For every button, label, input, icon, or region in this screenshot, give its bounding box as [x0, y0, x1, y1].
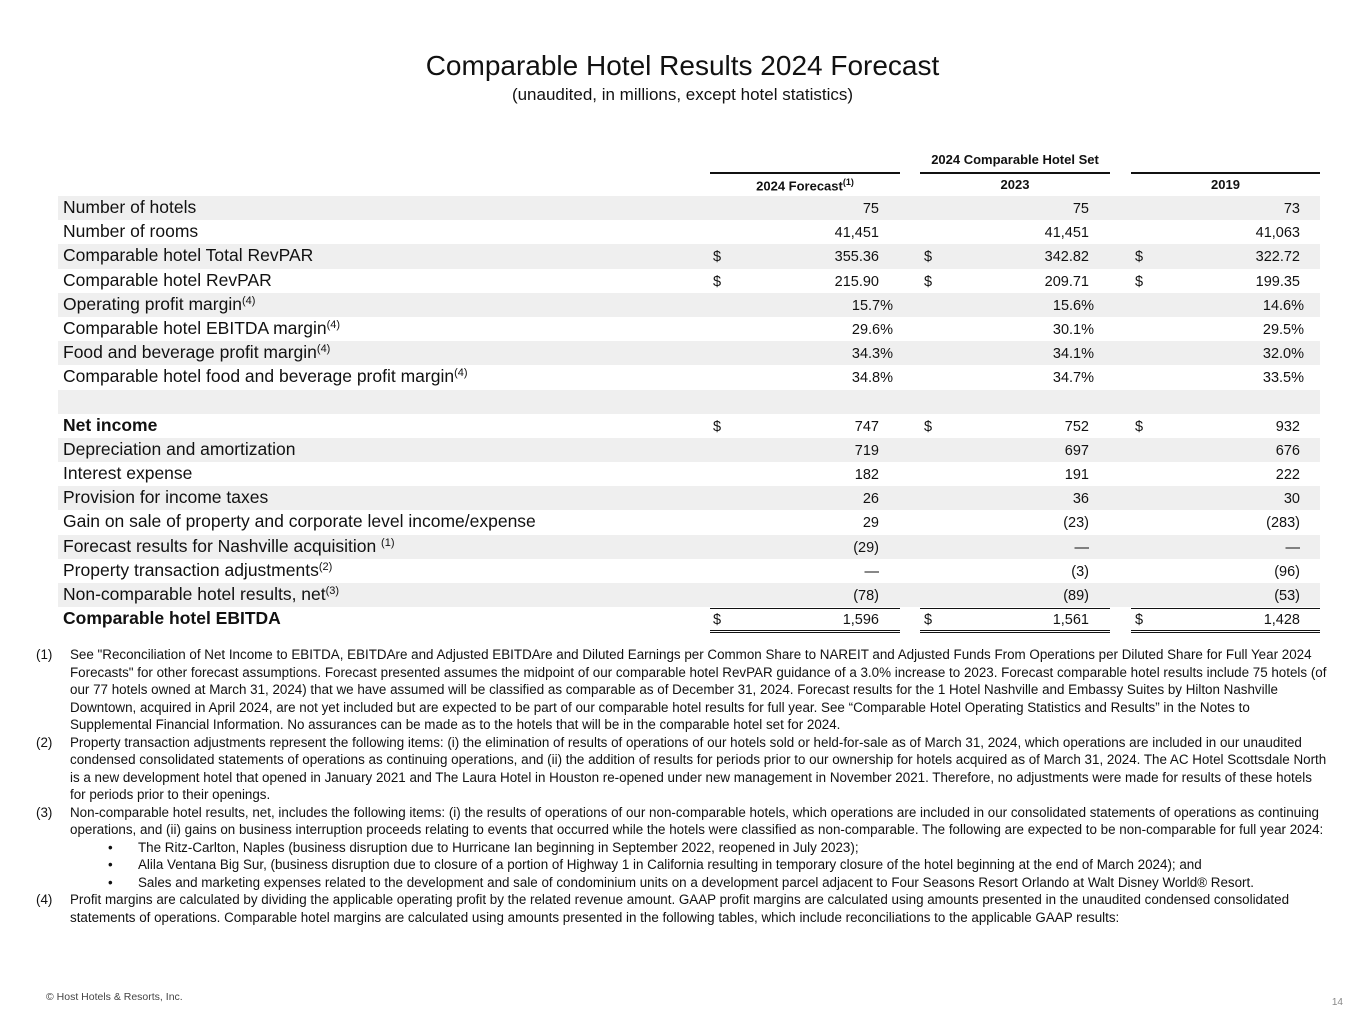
- total-rule-double: [710, 630, 900, 633]
- cell-value: 29.5%: [1262, 321, 1304, 338]
- cell-value: 215.90: [834, 273, 879, 290]
- table-row: [58, 438, 1320, 462]
- cell-value: 1,561: [1052, 612, 1089, 629]
- table-row: [58, 317, 1320, 341]
- footnote-number: (4): [36, 892, 53, 907]
- table-row: [58, 583, 1320, 607]
- cell-value: 33.5%: [1262, 370, 1304, 387]
- table-row: [58, 559, 1320, 583]
- cell-value: —: [1074, 539, 1089, 556]
- row-label: [63, 535, 395, 557]
- footnote: [36, 804, 1331, 892]
- row-label-text: Operating profit margin: [63, 293, 242, 314]
- row-label-text: Gain on sale of property and corporate level income/expense: [63, 511, 536, 532]
- row-label-footnote: (4): [316, 343, 331, 356]
- currency-symbol: $: [713, 612, 722, 629]
- total-rule-top: [1131, 608, 1320, 609]
- cell-value: (53): [1274, 588, 1300, 604]
- cell-value: 73: [1283, 201, 1300, 217]
- cell-value: 747: [854, 418, 879, 435]
- column-header-footnote: (1): [842, 177, 854, 187]
- table-row: [58, 486, 1320, 510]
- cell-value: 719: [854, 442, 879, 459]
- currency-symbol: $: [924, 249, 933, 266]
- cell-value: 342.82: [1044, 249, 1089, 266]
- cell-value: 1,596: [842, 612, 879, 629]
- cell-value: (283): [1266, 515, 1300, 532]
- page-subtitle: (unaudited, in millions, except hotel statistics): [511, 85, 854, 104]
- cell-value: 32.0%: [1262, 346, 1304, 363]
- currency-symbol: $: [924, 418, 933, 435]
- cell-value: 30: [1283, 491, 1300, 508]
- column-header-2024-forecast: [710, 172, 900, 196]
- cell-value: 75: [1072, 201, 1089, 217]
- row-label: [63, 486, 268, 508]
- currency-symbol: $: [713, 249, 722, 266]
- cell-value: 34.3%: [851, 346, 893, 363]
- row-label: [63, 607, 281, 629]
- row-label: [63, 510, 536, 532]
- table-row: [58, 269, 1320, 293]
- table-row: [58, 414, 1320, 438]
- row-label-text: Provision for income taxes: [63, 487, 269, 508]
- row-label: [63, 244, 313, 266]
- row-label: [63, 559, 332, 581]
- currency-symbol: $: [924, 273, 933, 290]
- row-label-text: Depreciation and amortization: [63, 438, 296, 459]
- footnote-bullet: • The Ritz-Carlton, Naples (business disruption due to Hurricane Ian beginning in September 2022, reopened in July 2023);: [108, 839, 1331, 857]
- row-label: [63, 220, 198, 242]
- column-header-label: 2019: [1211, 177, 1240, 192]
- cell-value: 355.36: [834, 249, 879, 266]
- cell-value: 222: [1275, 467, 1300, 484]
- column-header-label: 2023: [1000, 177, 1030, 192]
- footnote-number: (2): [36, 734, 53, 750]
- cell-value: (29): [853, 539, 879, 556]
- table-row: [58, 220, 1320, 244]
- row-label-text: Comparable hotel Total RevPAR: [63, 245, 314, 266]
- table-row: [58, 244, 1320, 268]
- table-row: [58, 462, 1320, 486]
- cell-value: 752: [1064, 418, 1089, 435]
- cell-value: (3): [1071, 563, 1089, 580]
- row-label: [63, 583, 339, 605]
- cell-value: 15.6%: [1052, 297, 1094, 314]
- footnote-text: Property transaction adjustments represent the following items: (i) the elimination of results of operations of our hotels sold or held-for-sale as of March 31, 2024, which operations are included in our unaudited condensed consolidated statements of operations as continuing operations, and (ii) the addition of results for periods prior to our ownership for hotels acquired as of March 31, 2024. The AC Hotel Scottsdale North is a new development hotel that opened in January 2021 and The Laura Hotel in Houston re-opened under new management in November 2021. Therefore, no adjustments were made for results of these hotels for periods prior to their openings.: [70, 734, 1327, 802]
- row-label-text: Comparable hotel food and beverage profit margin: [63, 366, 455, 387]
- cell-value: 199.35: [1255, 273, 1300, 290]
- cell-value: 676: [1275, 442, 1300, 459]
- row-label-footnote: (4): [241, 294, 256, 307]
- cell-value: (96): [1274, 563, 1300, 580]
- row-label-text: Property transaction adjustments: [63, 559, 319, 580]
- cell-value: 29.6%: [851, 321, 893, 338]
- cell-value: 30.1%: [1052, 321, 1094, 338]
- cell-value: 191: [1064, 467, 1089, 484]
- row-label-text: Comparable hotel EBITDA: [63, 608, 281, 629]
- footnote-text: See "Reconciliation of Net Income to EBITDA, EBITDAre and Adjusted EBITDAre and Diluted Earnings per Common Share to NAREIT and Adjusted Funds From Operations per Diluted Share for Full Year 2024 Forecasts" for other forecast assumptions. Forecast presented assumes the midpoint of our comparable hotel RevPAR guidance of a 3.0% increase to 2023. Forecast comparable hotel results include 75 hotels (of our 77 hotels owned at March 31, 2024) that we have assumed will be classified as comparable as of December 31, 2024. Forecast results for the 1 Hotel Nashville and Embassy Suites by Hilton Nashville Downtown, acquired in April 2024, are not yet included but are expected to be part of our comparable hotel results for full year. See “Comparable Hotel Operating Statistics and Results” in the Notes to Supplemental Financial Information. No assurances can be made as to the hotels that will be in the comparable hotel set for 2024.: [70, 647, 1327, 732]
- cell-value: 34.1%: [1052, 346, 1094, 363]
- cell-value: (23): [1063, 515, 1089, 532]
- currency-symbol: $: [1135, 418, 1144, 435]
- copyright-footer: © Host Hotels & Resorts, Inc.: [46, 991, 183, 1003]
- row-label-text: Comparable hotel EBITDA margin: [63, 317, 327, 338]
- cell-value: 932: [1275, 418, 1300, 435]
- footnote-text: Profit margins are calculated by dividing the applicable operating profit by the related revenue amount. GAAP profit margins are calculated using amounts presented in the unaudited condensed consolidated statements of operations. Comparable hotel margins are calculated using amounts presented in the following tables, which include reconciliations to the applicable GAAP results:: [70, 892, 1290, 925]
- footnote-bullet: • Alila Ventana Big Sur, (business disruption due to closure of a portion of Highway 1 in California resulting in temporary closure of the hotel beginning at the end of March 2024); and: [108, 856, 1331, 874]
- page-number: 14: [1331, 997, 1343, 1008]
- table-row: [58, 607, 1320, 631]
- table-row: [58, 535, 1320, 559]
- cell-value: 182: [854, 467, 879, 484]
- cell-value: (89): [1063, 588, 1089, 604]
- row-label-footnote: (4): [454, 367, 468, 380]
- total-rule-double: [1131, 630, 1320, 633]
- currency-symbol: $: [1135, 249, 1144, 266]
- currency-symbol: $: [713, 418, 722, 435]
- cell-value: 322.72: [1255, 249, 1300, 266]
- footnote-number: (3): [36, 804, 53, 820]
- table-row: [58, 341, 1320, 365]
- cell-value: —: [864, 563, 879, 580]
- cell-value: 34.8%: [851, 370, 893, 387]
- table-row: [58, 196, 1320, 220]
- row-label-text: Comparable hotel RevPAR: [63, 269, 272, 290]
- cell-value: 26: [862, 491, 879, 508]
- total-rule-top: [920, 608, 1110, 609]
- cell-value: 15.7%: [851, 297, 893, 314]
- footnote: [36, 646, 1331, 734]
- row-label-text: Net income: [63, 414, 158, 435]
- footnotes: [36, 646, 1331, 926]
- currency-symbol: $: [1135, 612, 1144, 629]
- currency-symbol: $: [924, 612, 933, 629]
- cell-value: 697: [1064, 442, 1089, 459]
- row-label-text: Forecast results for Nashville acquisition: [63, 535, 382, 556]
- row-label: [63, 438, 296, 460]
- cell-value: 209.71: [1044, 273, 1089, 290]
- row-label-text: Number of hotels: [63, 197, 197, 217]
- row-label-footnote: (4): [326, 318, 341, 331]
- row-label: [63, 269, 272, 291]
- footnote-bullet: • Sales and marketing expenses related to the development and sale of condominium units on a development parcel adjacent to Four Seasons Resort Orlando at Walt Disney World® Resort.: [108, 874, 1331, 892]
- row-label-footnote: (1): [381, 536, 395, 549]
- row-label: [63, 414, 157, 436]
- table-row: [58, 510, 1320, 534]
- cell-value: 14.6%: [1262, 297, 1304, 314]
- page-title: Comparable Hotel Results 2024 Forecast: [425, 50, 940, 81]
- row-label: [63, 341, 330, 363]
- cell-value: 41,451: [1044, 225, 1089, 242]
- cell-value: (78): [853, 588, 879, 604]
- cell-value: 75: [862, 201, 879, 217]
- total-rule-double: [920, 630, 1110, 633]
- table-row: [58, 293, 1320, 317]
- row-label: [63, 317, 340, 339]
- row-label-text: Non-comparable hotel results, net: [63, 584, 326, 604]
- column-header-2019: [1131, 172, 1320, 196]
- row-label-footnote: (2): [318, 560, 333, 573]
- row-label: [63, 196, 196, 218]
- column-header-label: 2024 Forecast: [756, 178, 843, 194]
- footnote-bullet-list: [70, 839, 1331, 892]
- currency-symbol: $: [713, 273, 722, 290]
- footnote: [36, 891, 1331, 926]
- footnote-number: (1): [36, 647, 53, 662]
- cell-value: —: [1285, 539, 1300, 556]
- footnote-text: Non-comparable hotel results, net, includes the following items: (i) the results of operations of our non-comparable hotels, which operations are included in our consolidated statements of operations as continuing operations, and (ii) gains on business interruption proceeds relating to events that occurred while the hotels were classified as non-comparable. The following are expected to be non-comparable for full year 2024:: [70, 804, 1324, 837]
- cell-value: 41,451: [834, 225, 879, 242]
- cell-value: 34.7%: [1052, 370, 1094, 387]
- set-header: 2024 Comparable Hotel Set: [931, 152, 1099, 167]
- cell-value: 36: [1072, 491, 1089, 508]
- table-row: [58, 390, 1320, 414]
- column-header-2023: [920, 172, 1110, 196]
- row-label-text: Food and beverage profit margin: [63, 342, 317, 363]
- results-table: [58, 196, 1320, 631]
- row-label: [63, 462, 192, 484]
- cell-value: 1,428: [1263, 612, 1300, 629]
- total-rule-top: [710, 608, 900, 609]
- table-row: [58, 365, 1320, 389]
- row-label: [63, 365, 468, 387]
- currency-symbol: $: [1135, 273, 1144, 290]
- cell-value: 41,063: [1255, 225, 1300, 242]
- row-label: [63, 293, 255, 315]
- cell-value: 29: [862, 515, 879, 532]
- footnote: [36, 734, 1331, 804]
- row-label-footnote: (3): [325, 585, 340, 597]
- row-label-text: Interest expense: [63, 463, 193, 484]
- row-label-text: Number of rooms: [63, 221, 199, 242]
